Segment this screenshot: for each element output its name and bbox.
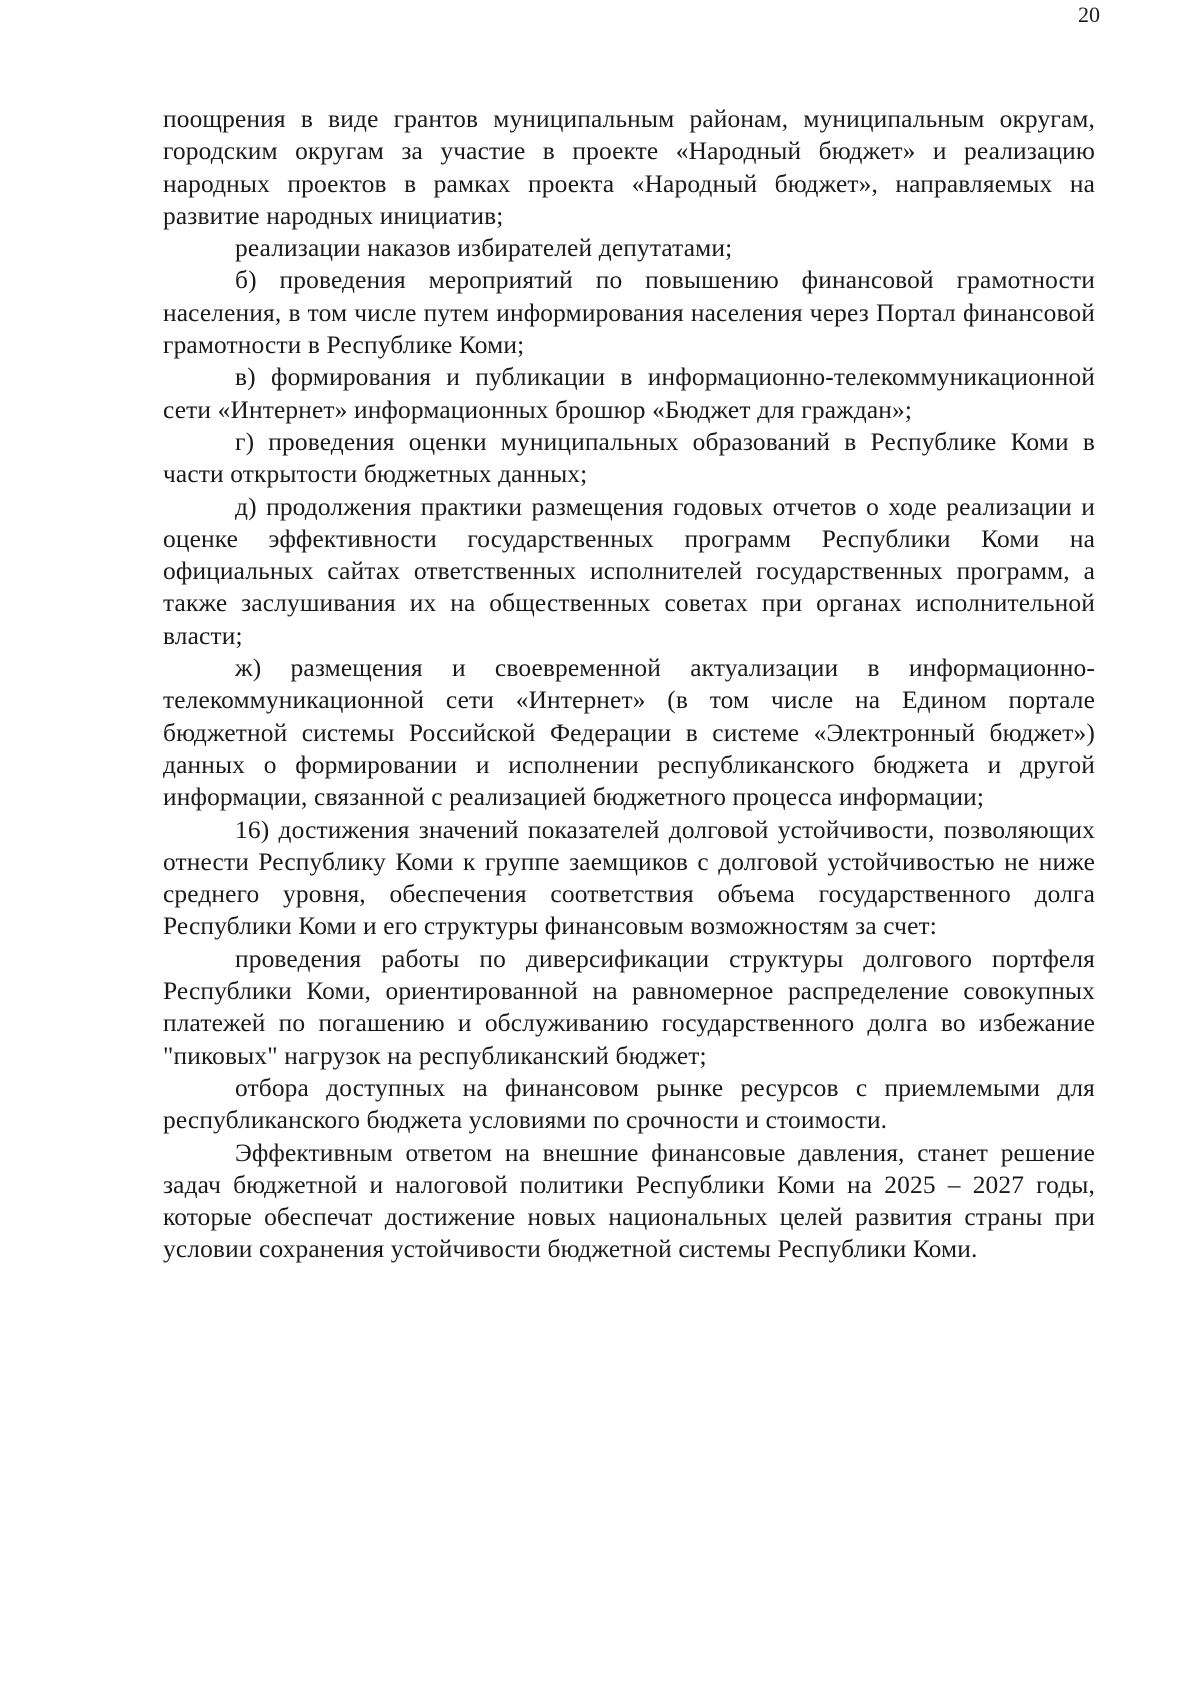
paragraph-item-zh: ж) размещения и своевременной актуализации в информационно-телекоммуникационной сети «Интернет» (в том числе на Едином портале бюджетной системы Российской Федерации в системе «Электронный бюджет») данных о формировании и исполнении республиканского бюджета и другой информации, связанной с реализацией бюджетного процесса информации; [163, 654, 1095, 812]
paragraph-conclusion: Эффективным ответом на внешние финансовые давления, станет решение задач бюджетной и налоговой политики Республики Коми на 2025 – 2027 годы, которые обеспечат достижение новых национальных целей развития страны при условии сохранения устойчивости бюджетной системы Республики Коми. [163, 1138, 1095, 1264]
paragraph-item-g: г) проведения оценки муниципальных образований в Республике Коми в части открытости бюджетных данных; [163, 427, 1095, 489]
paragraph-item-b: б) проведения мероприятий по повышению финансовой грамотности населения, в том числе путем информирования населения через Портал финансовой грамотности в Республике Коми; [163, 266, 1095, 360]
paragraph-item-d: д) продолжения практики размещения годовых отчетов о ходе реализации и оценке эффективности государственных программ Республики Коми на официальных сайтах ответственных исполнителей государственных программ, а также заслушивания их на общественных советах при органах исполнительной власти; [163, 492, 1095, 650]
paragraph-item-v: в) формирования и публикации в информационно-телекоммуникационной сети «Интернет» информационных брошюр «Бюджет для граждан»; [163, 363, 1095, 424]
paragraph-debt-diversification: проведения работы по диверсификации структуры долгового портфеля Республики Коми, ориентированной на равномерное распределение совокупных платежей по погашению и обслуживанию государственного долга во избежание "пиковых" нагрузок на республиканский бюджет; [163, 944, 1095, 1070]
page-number: 20 [1078, 2, 1100, 27]
paragraph-item-16: 16) достижения значений показателей долговой устойчивости, позволяющих отнести Республику Коми к группе заемщиков с долговой устойчивостью не ниже среднего уровня, обеспечения соответствия объема государственного долга Республики Коми и его структуры финансовым возможностям за счет: [163, 815, 1095, 941]
paragraph-market-resources: отбора доступных на финансовом рынке ресурсов с приемлемыми для республиканского бюджета условиями по срочности и стоимости. [163, 1073, 1095, 1135]
paragraph-voter-mandates: реализации наказов избирателей депутатами; [235, 234, 733, 263]
document-body [163, 103, 1095, 1266]
paragraph-grants-continuation: поощрения в виде грантов муниципальным районам, муниципальным округам, городским округам за участие в проекте «Народный бюджет» и реализацию народных проектов в рамках проекта «Народный бюджет», направляемых на развитие народных инициатив; [163, 105, 1095, 230]
